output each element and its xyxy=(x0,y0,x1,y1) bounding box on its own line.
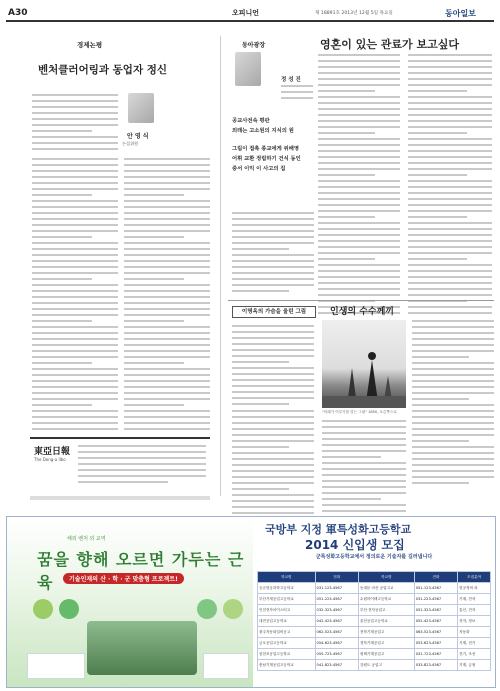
quote-line: 중서 이익 이 사고의 집 xyxy=(232,166,286,172)
painting-image xyxy=(322,320,406,408)
emblem-icon xyxy=(223,599,243,619)
col2-author-bio xyxy=(281,85,313,103)
masthead xyxy=(0,6,500,20)
company-logo-en: The Dong-a Ilbo xyxy=(34,457,66,462)
table-cell: 032-323-4567 xyxy=(315,605,358,616)
col1-author-bio: 논설위원 xyxy=(122,141,139,146)
company-details xyxy=(78,445,206,487)
quote-line: 외래는 고소원의 지식의 원 xyxy=(232,128,294,134)
table-cell: 항공정비 외 xyxy=(458,583,491,594)
company-logo: 東亞日報 xyxy=(34,447,71,457)
ad-banner-visual xyxy=(7,517,253,687)
table-cell: 인천전자마이스터고 xyxy=(258,605,316,616)
table-cell: 031-123-4567 xyxy=(315,583,358,594)
table-cell: 통신, 전자 xyxy=(458,605,491,616)
table-cell: 부산기계공업고등학교 xyxy=(258,594,316,605)
quote-line: 그림이 접촉 종교에게 위배영 xyxy=(232,146,299,152)
painting-caption: "미래가 이루기를 맞는 그림" 1850, 오른쪽으로 xyxy=(322,410,397,414)
column-divider xyxy=(220,36,221,496)
table-cell: 기계, 전기 xyxy=(458,638,491,649)
col2-body-text-b xyxy=(408,54,492,318)
table-cell: 평택기계공업고 xyxy=(358,649,414,660)
table-header: 전화 xyxy=(414,572,457,583)
table-cell: 금오공업고등학교 xyxy=(258,638,316,649)
table-cell: 부산 전자공업고 xyxy=(358,605,414,616)
col2-body-text-a xyxy=(318,54,400,318)
col1-tag xyxy=(77,40,102,49)
students-photo xyxy=(87,621,197,675)
table-cell: 광주자동화설비공고 xyxy=(258,627,316,638)
col2-tag-label: 동아광장 xyxy=(242,42,266,49)
table-row xyxy=(258,594,491,605)
art-headline: 인생의 수수께끼 xyxy=(330,307,394,317)
table-cell: 052-423-4567 xyxy=(414,616,457,627)
ad-logo-row xyxy=(27,653,85,679)
quote-line: 어휘 교환 정립하기 건식 동인 xyxy=(232,156,301,162)
table-cell: 063-523-4567 xyxy=(414,627,457,638)
col2-author-photo xyxy=(235,52,261,86)
col2-headline: 영혼이 있는 관료가 보고싶다 xyxy=(320,38,459,51)
table-cell: 충남기계공업고등학교 xyxy=(258,660,316,671)
header-rule xyxy=(6,20,494,22)
table-cell: 031-223-4567 xyxy=(414,594,457,605)
table-cell: 경북기계공업고 xyxy=(358,638,414,649)
table-cell: 051-223-4567 xyxy=(315,594,358,605)
table-cell: 울산공업고등학교 xyxy=(358,616,414,627)
table-cell: 기계, 전자 xyxy=(458,594,491,605)
issue-info: 제 18891호 2013년 12월 5일 목요일 xyxy=(315,11,393,16)
art-body-text-a xyxy=(232,325,314,409)
art-box-title xyxy=(232,306,316,318)
table-cell: 삼천포공업고등학교 xyxy=(258,649,316,660)
ad-intro: 군특성화고등학교에서 정의로운 기술자를 길러냅니다 xyxy=(315,554,433,560)
table-row xyxy=(258,605,491,616)
col2-body-text-c xyxy=(232,212,314,296)
table-cell: 053-623-4567 xyxy=(414,638,457,649)
table-cell: 대전공업고등학교 xyxy=(258,616,316,627)
col1-headline: 벤처클러어링과 동업자 정신 xyxy=(38,64,168,76)
col1-body-text-a xyxy=(32,94,118,154)
table-header: 학교명 xyxy=(258,572,316,583)
painting-figures-icon xyxy=(322,320,406,408)
table-cell: 강원도 공업고 xyxy=(358,660,414,671)
emblem-icon xyxy=(197,599,217,619)
table-cell: 042-423-4567 xyxy=(315,616,358,627)
ad-slogan: 꿈을 향해 오르면 가두는 근육 xyxy=(37,550,245,592)
table-header: 전화 xyxy=(315,572,358,583)
table-cell: 054-623-4567 xyxy=(315,638,358,649)
table-header-row xyxy=(258,572,491,583)
company-notice xyxy=(30,496,210,500)
paper-name: 동아일보 xyxy=(445,9,476,18)
recruitment-ad xyxy=(6,516,496,688)
table-cell: 041-823-4567 xyxy=(315,660,358,671)
table-row xyxy=(258,649,491,660)
table-cell: 전북기계공업고 xyxy=(358,627,414,638)
ad-top-small: 해외 벤처 외 교역 xyxy=(67,536,106,542)
table-cell: 051-323-4567 xyxy=(414,605,457,616)
table-header: 학교명 xyxy=(358,572,414,583)
section-rule xyxy=(228,300,494,301)
quote-line: 공교사전속 평판 xyxy=(232,118,270,124)
table-row xyxy=(258,660,491,671)
table-header: 모집분야 xyxy=(458,572,491,583)
emblem-icon xyxy=(33,599,53,619)
col1-body-text-b xyxy=(32,158,118,434)
table-cell: 기계, 금형 xyxy=(458,660,491,671)
table-row xyxy=(258,583,491,594)
table-cell: 전기, 조선 xyxy=(458,649,491,660)
table-cell: 자동화 xyxy=(458,627,491,638)
ad-emblems xyxy=(27,593,247,683)
ad-sub-slogan: 기술인재의 산 · 학 · 군 맞춤형 프로젝트! xyxy=(63,573,184,584)
table-row xyxy=(258,616,491,627)
col1-tag-label: 경제논평 xyxy=(77,41,103,49)
table-cell: 033-823-4567 xyxy=(414,660,457,671)
col1-body-text-c xyxy=(124,158,210,434)
section-label: 오피니언 xyxy=(232,9,260,17)
art-box-title-text: 이명옥의 가슴을 울린 그림 xyxy=(241,309,307,315)
table-cell: 수원하이텍고등학교 xyxy=(358,594,414,605)
emblem-icon xyxy=(59,599,79,619)
school-table xyxy=(257,571,491,671)
table-cell: 전자, 정보 xyxy=(458,616,491,627)
col1-author-name: 안 영 식 xyxy=(127,133,149,140)
table-cell: 055-723-4567 xyxy=(315,649,358,660)
ad-logo-row xyxy=(203,653,249,679)
col2-tag xyxy=(242,40,265,49)
col1-author-photo xyxy=(128,93,154,123)
company-box xyxy=(30,437,210,495)
table-cell: 062-523-4567 xyxy=(315,627,358,638)
page-number: A30 xyxy=(8,8,28,18)
table-row xyxy=(258,638,491,649)
table-cell: 051-123-4567 xyxy=(414,583,457,594)
ad-table-wrapper xyxy=(257,571,491,671)
table-cell: 공군항공과학고등학교 xyxy=(258,583,316,594)
col2-author-name: 정 성 진 xyxy=(281,77,301,83)
ad-info-panel xyxy=(255,517,493,687)
table-row xyxy=(258,627,491,638)
table-cell: 동대문 마산 공업고교 xyxy=(358,583,414,594)
table-cell: 031-723-4567 xyxy=(414,649,457,660)
art-body-text-d xyxy=(412,320,494,488)
ad-title-line1: 국방부 지정 軍특성화고등학교 xyxy=(265,523,412,536)
ad-title-line2: 2014 신입생 모집 xyxy=(305,538,405,552)
col2-pull-quote xyxy=(232,116,312,174)
